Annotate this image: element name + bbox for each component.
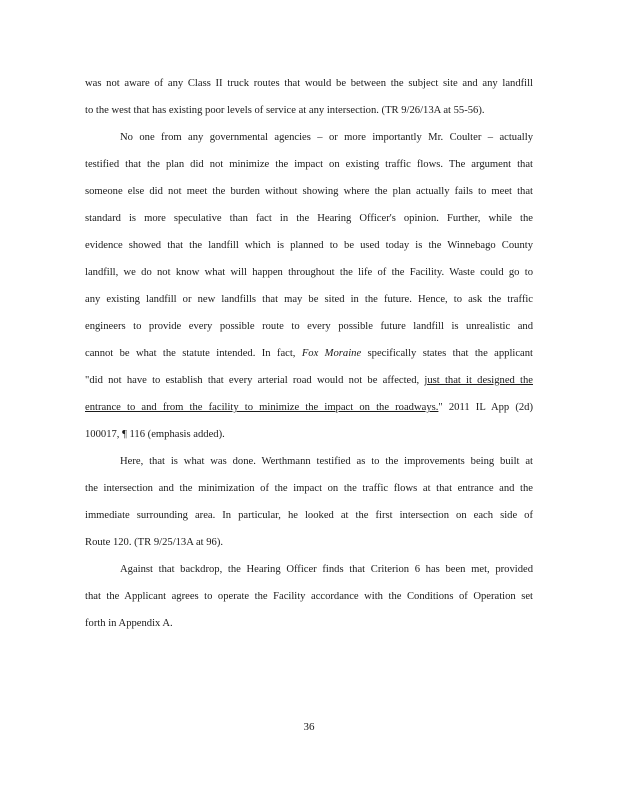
paragraph-line: immediate surrounding area. In particular, he looked at the first intersection on each side of xyxy=(85,510,533,521)
citation-text: " 2011 IL App (2d) xyxy=(438,402,533,413)
line-text: specifically states that the applicant xyxy=(361,348,533,359)
paragraph-line: Here, that is what was done. Werthmann testified as to the improvements being built at xyxy=(120,456,533,467)
quote-text: "did not have to establish that every arterial road would not be affected, xyxy=(85,375,425,386)
paragraph-line: any existing landfill or new landfills that may be sited in the future. Hence, to ask the traffic xyxy=(85,294,533,305)
paragraph-line xyxy=(85,347,533,361)
case-citation-italic: Fox Moraine xyxy=(301,348,362,359)
emphasized-quote: entrance to and from the facility to minimize the impact on the roadways. xyxy=(85,402,439,413)
paragraph-line: forth in Appendix A. xyxy=(85,618,173,629)
paragraph-line: engineers to provide every possible route to every possible future landfill is unrealistic and xyxy=(85,321,533,332)
paragraph-line xyxy=(85,401,533,415)
paragraph-line: 100017, ¶ 116 (emphasis added). xyxy=(85,429,225,440)
paragraph-line: No one from any governmental agencies – or more importantly Mr. Coulter – actually xyxy=(120,132,533,143)
line-text: cannot be what the statute intended. In fact, xyxy=(85,348,302,359)
paragraph-line: landfill, we do not know what will happen throughout the life of the Facility. Waste could go to xyxy=(85,267,533,278)
emphasized-quote: just that it designed the xyxy=(424,375,533,386)
paragraph-line: someone else did not meet the burden without showing where the plan actually fails to meet that xyxy=(85,186,533,197)
paragraph-line: Against that backdrop, the Hearing Officer finds that Criterion 6 has been met, provided xyxy=(120,564,533,575)
paragraph-line: Route 120. (TR 9/25/13A at 96). xyxy=(85,537,224,548)
paragraph-line: the intersection and the minimization of the impact on the traffic flows at that entrance and the xyxy=(85,483,533,494)
paragraph-line: testified that the plan did not minimize the impact on existing traffic flows. The argument that xyxy=(85,159,533,170)
paragraph-line: standard is more speculative than fact in the Hearing Officer's opinion. Further, while the xyxy=(85,213,533,224)
paragraph-line: to the west that has existing poor levels of service at any intersection. (TR 9/26/13A at 55-56). xyxy=(85,105,485,116)
paragraph-line: was not aware of any Class II truck routes that would be between the subject site and any landfill xyxy=(85,78,533,89)
paragraph-line xyxy=(85,374,533,388)
paragraph-line: that the Applicant agrees to operate the Facility accordance with the Conditions of Operation set xyxy=(85,591,533,602)
paragraph-line: evidence showed that the landfill which is planned to be used today is the Winnebago County xyxy=(85,240,533,251)
page-number: 36 xyxy=(303,721,315,733)
